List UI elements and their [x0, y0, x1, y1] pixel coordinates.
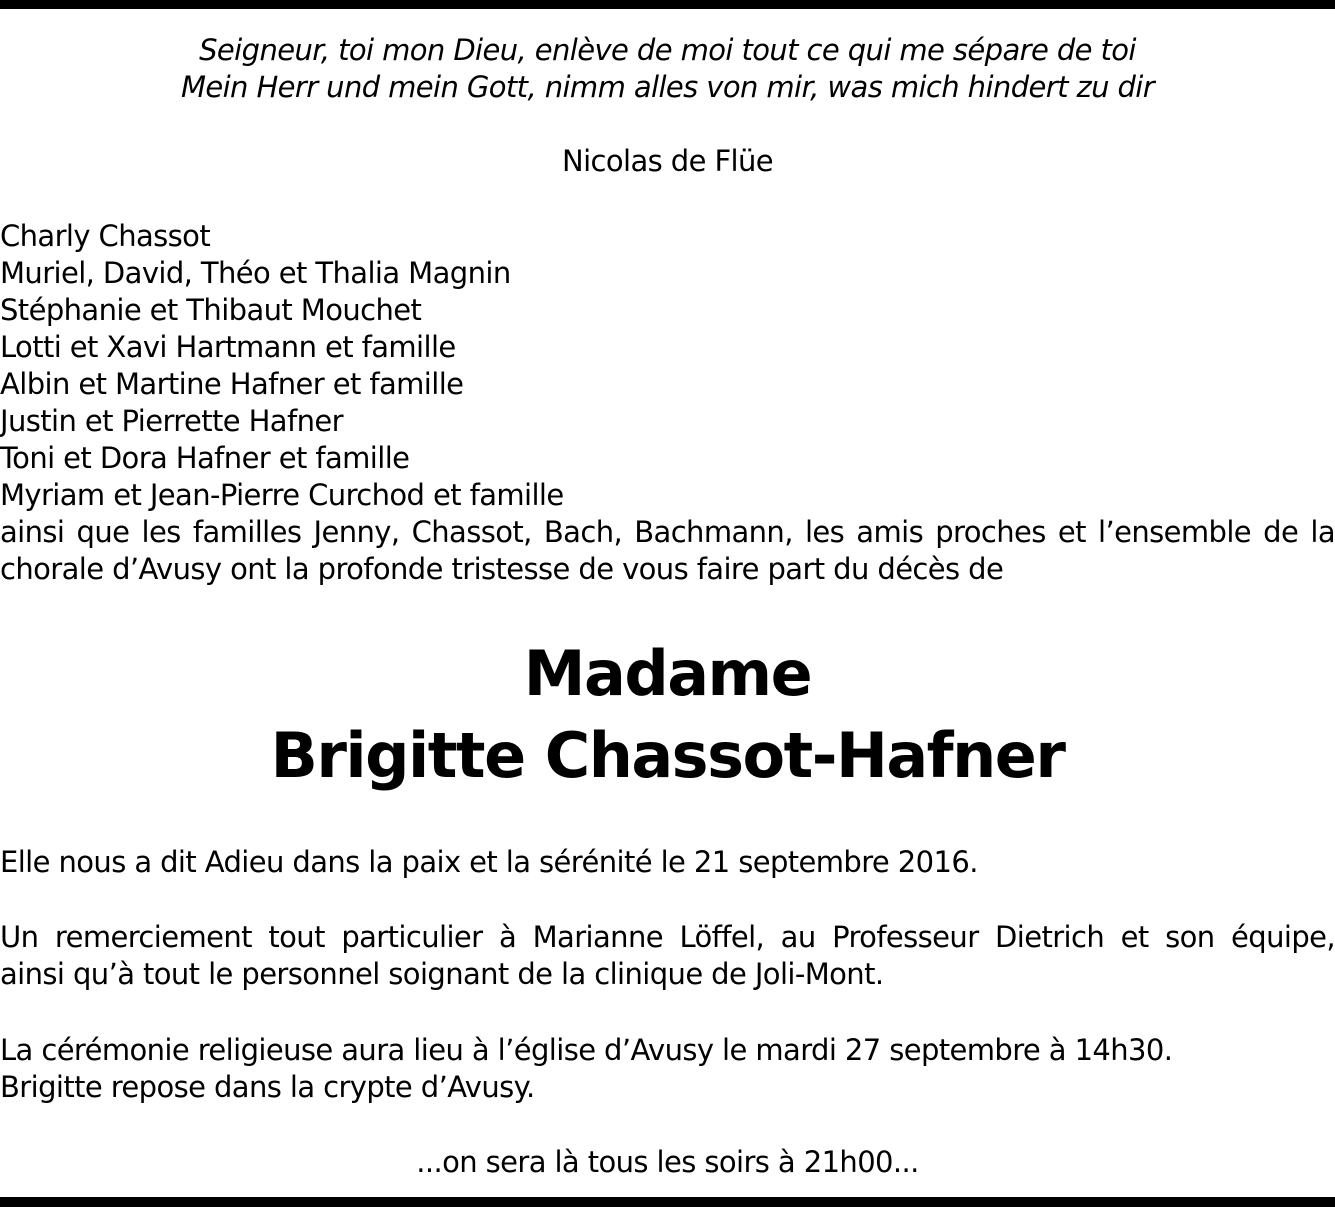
family-member: Toni et Dora Hafner et famille [0, 441, 410, 475]
deceased-title: Madame [523, 637, 812, 710]
family-member: Justin et Pierrette Hafner [0, 404, 343, 438]
thanks-line-2: ainsi qu’à tout le personnel soignant de la clinique de Joli-Mont. [0, 957, 884, 991]
quote-french: Seigneur, toi mon Dieu, enlève de moi tout ce qui me sépare de toi [199, 33, 1136, 67]
thanks-line-1: Un remerciement tout particulier à Marianne Löffel, au Professeur Dietrich et son équipe, [0, 920, 1335, 954]
announcement-line-2: chorale d’Avusy ont la profonde tristesse de vous faire part du décès de [0, 552, 1004, 586]
ceremony-line-1: La cérémonie religieuse aura lieu à l’église d’Avusy le mardi 27 septembre à 14h30. [0, 1033, 1173, 1067]
family-member: Stéphanie et Thibaut Mouchet [0, 293, 422, 327]
deceased-name: Brigitte Chassot-Hafner [270, 719, 1065, 792]
family-member: Albin et Martine Hafner et famille [0, 367, 464, 401]
family-member: Myriam et Jean-Pierre Curchod et famille [0, 478, 564, 512]
quote-author: Nicolas de Flüe [561, 144, 774, 178]
quote-german: Mein Herr und mein Gott, nimm alles von mir, was mich hindert zu dir [180, 70, 1155, 104]
passing-statement: Elle nous a dit Adieu dans la paix et la sérénité le 21 septembre 2016. [0, 845, 978, 879]
ceremony-line-2: Brigitte repose dans la crypte d’Avusy. [0, 1070, 535, 1104]
bottom-border-rule [0, 1197, 1335, 1207]
family-member: Muriel, David, Théo et Thalia Magnin [0, 256, 511, 290]
family-member: Charly Chassot [0, 219, 211, 253]
closing-line: ...on sera là tous les soirs à 21h00... [416, 1145, 919, 1179]
top-border-rule [0, 0, 1335, 9]
family-member: Lotti et Xavi Hartmann et famille [0, 330, 456, 364]
announcement-line-1: ainsi que les familles Jenny, Chassot, Bach, Bachmann, les amis proches et l’ensemble de la [0, 515, 1335, 549]
